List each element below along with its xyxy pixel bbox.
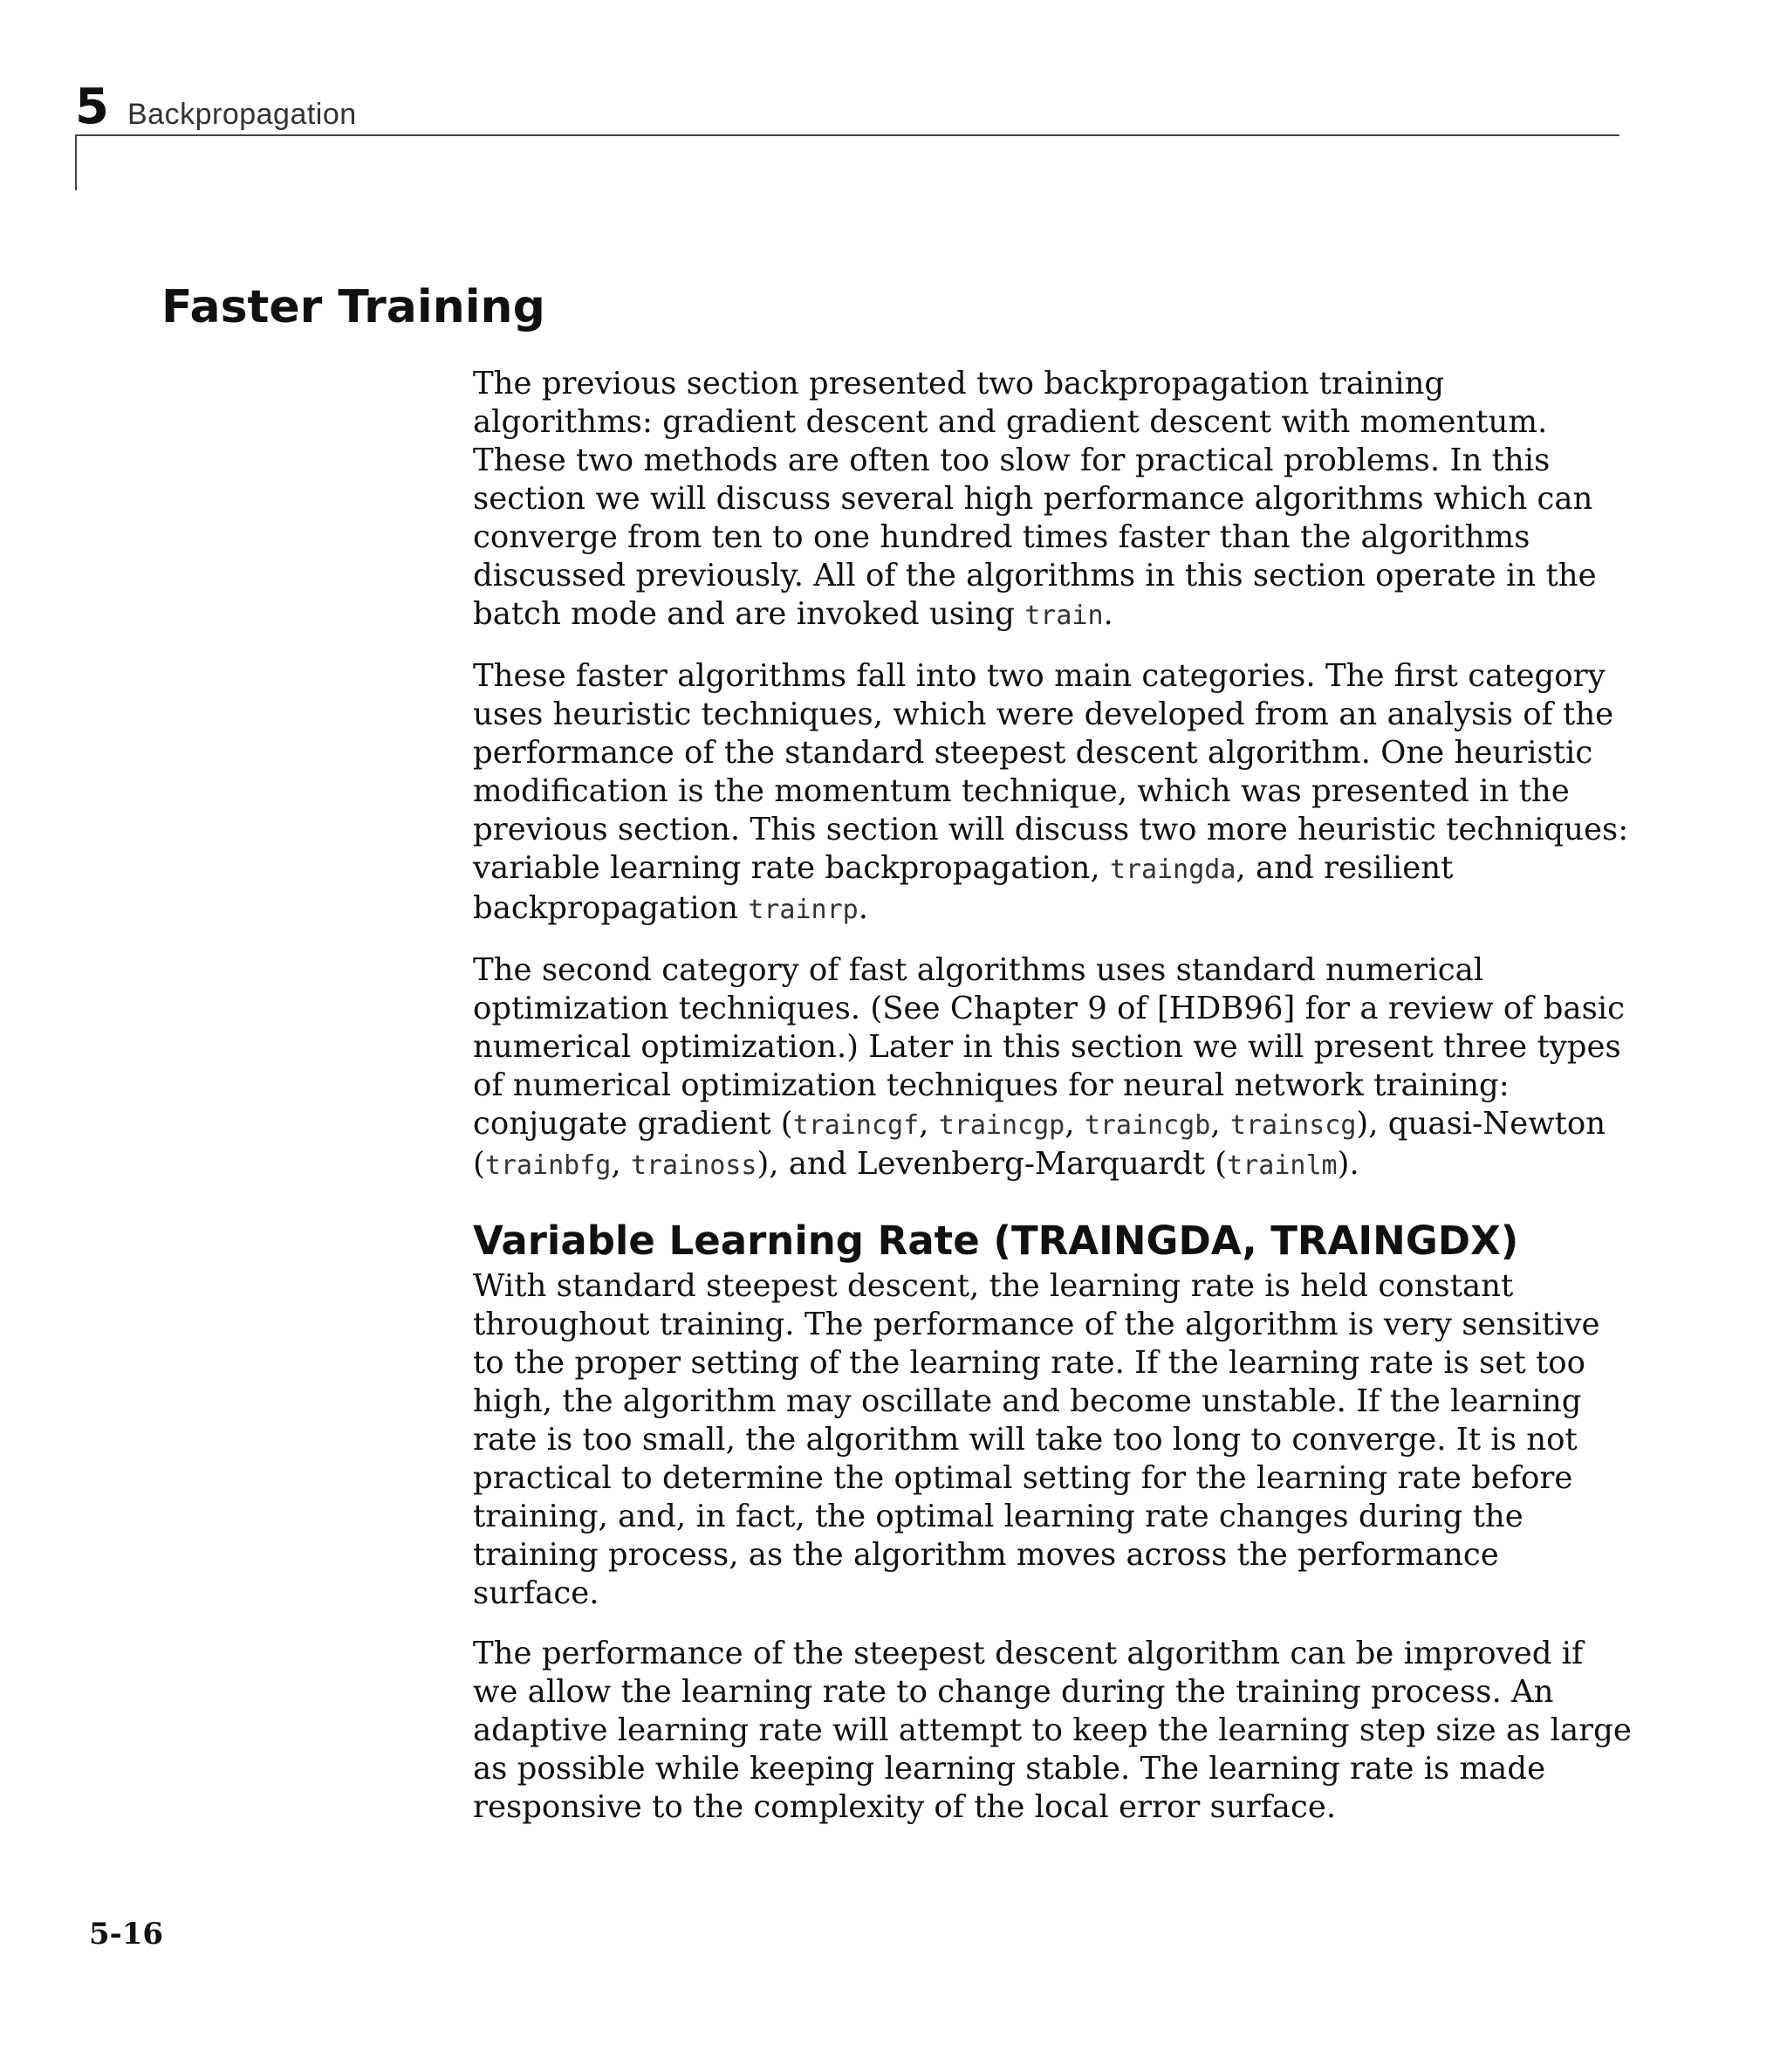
separator: , xyxy=(919,1106,939,1142)
code-trainscg: trainscg xyxy=(1229,1110,1357,1141)
header-rule xyxy=(75,134,1619,136)
code-traincgp: traincgp xyxy=(938,1110,1065,1141)
paragraph-heuristic xyxy=(473,657,1633,930)
paragraph-text: , and resilient backpropagation xyxy=(473,850,1454,926)
page-number: 5-16 xyxy=(89,1917,164,1952)
paragraph-text: The previous section presented two backpropagation training algorithms: gradient descent and gradient descent with momentum. These two methods are often too slow for practical problems. In this section we will discuss several high performance algorithms which can converge from ten to one hundred times faster than the algorithms discussed previously. All of the algorithms in this section operate in the batch mode and are invoked using xyxy=(473,366,1597,632)
code-trainbfg: trainbfg xyxy=(484,1150,612,1181)
paragraph-adaptive-rate: The performance of the steepest descent algorithm can be improved if we allow the learning rate to change during the training process. An adaptive learning rate will attempt to keep the learning step size as large as possible while keeping learning stable. The learning rate is made responsive to the complexity of the local error surface. xyxy=(473,1636,1632,1825)
paragraph-text: These faster algorithms fall into two main categories. The first category uses heuristic techniques, which were developed from an analysis of the performance of the standard steepest descent algorithm. One heuristic modification is the momentum technique, which was presented in the previous section. This section will discuss two more heuristic techniques: variable learning rate backpropagation, xyxy=(473,658,1629,886)
paragraph-text: The second category of fast algorithms uses standard numerical optimization techniques. (See Chapter 9 of [HDB96] for a review of basic numerical optimization.) Later in this section we will present three types of numerical optimization techniques for neural network training: conjugate gradient ( xyxy=(473,952,1626,1142)
code-train: train xyxy=(1024,600,1104,631)
code-trainoss: trainoss xyxy=(630,1150,757,1181)
paragraph-steepest-descent: With standard steepest descent, the learning rate is held constant throughout training. The performance of the algorithm is very sensitive to the proper setting of the learning rate. If the learning rate is set too high, the algorithm may oscillate and become unstable. If the learning rate is too small, the algorithm will take too long to converge. It is not practical to determine the optimal setting for the learning rate before training, and, in fact, the optimal learning rate changes during the training process, as the algorithm moves across the performance surface. xyxy=(473,1268,1600,1611)
paragraph-numerical xyxy=(473,951,1633,1185)
paragraph-intro xyxy=(473,365,1633,635)
code-trainrp: trainrp xyxy=(748,895,859,925)
paragraph-text: ). xyxy=(1337,1146,1359,1182)
paragraph-text: . xyxy=(858,890,869,926)
chapter-title: Backpropagation xyxy=(127,98,357,131)
separator: , xyxy=(611,1146,631,1182)
code-traincgf: traincgf xyxy=(792,1110,920,1141)
header-tick xyxy=(75,134,77,190)
section-title: Faster Training xyxy=(161,281,545,333)
separator: , xyxy=(1210,1106,1230,1142)
separator: , xyxy=(1065,1106,1085,1142)
paragraph-text: . xyxy=(1103,596,1113,632)
code-traingda: traingda xyxy=(1109,854,1236,885)
subsection-title: Variable Learning Rate (TRAINGDA, TRAINGDX) xyxy=(473,1218,1519,1264)
code-trainlm: trainlm xyxy=(1227,1150,1338,1181)
paragraph-text: ), quasi-Newton ( xyxy=(473,1106,1606,1182)
code-traincgb: traincgb xyxy=(1084,1110,1211,1141)
paragraph-text: ), and Levenberg-Marquardt ( xyxy=(757,1146,1228,1182)
chapter-number: 5 xyxy=(75,79,109,135)
main-content xyxy=(473,365,1633,1849)
